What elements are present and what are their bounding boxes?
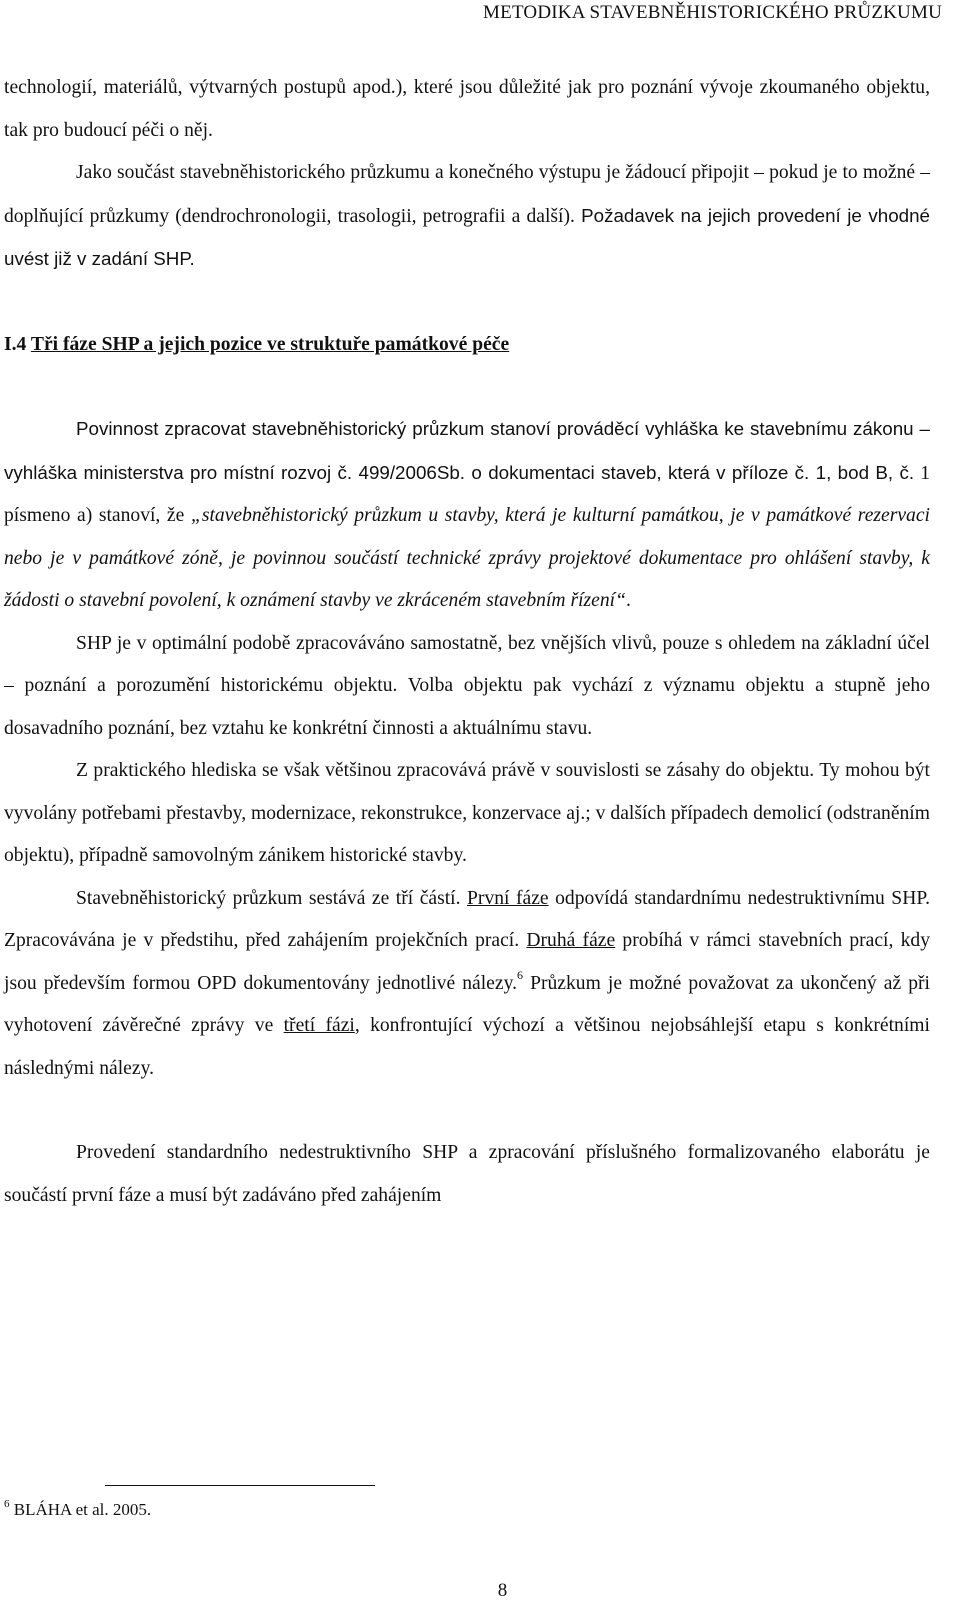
section-number: I.4 (4, 333, 27, 355)
section-heading (4, 324, 930, 367)
paragraph-supplementary-surveys (4, 152, 930, 282)
section-title: Tři fáze SHP a jejich pozice ve struktuře památkové péče (30, 333, 510, 355)
phase-one-label: První fáze (467, 887, 549, 909)
text-span: Jako součást stavebněhistorického průzkumu a konečného výstupu je žádoucí připojit – pokud je to možné – doplňující průzkumy (dendrochronologii, trasologii, petrografii a další). (4, 162, 930, 227)
footnote-number: 6 (4, 1498, 10, 1511)
paragraph-optimal-form: SHP je v optimální podobě zpracováváno samostatně, bez vnějších vlivů, pouze s ohledem na základní účel – poznání a porozumění historickému objektu. Volba objektu pak vychází z významu objektu a stupně jeho dosavadního poznání, bez vztahu ke konkrétní činnosti a aktuálnímu stavu. (4, 632, 930, 739)
footnote-text: BLÁHA et al. 2005. (13, 1500, 152, 1519)
phase-three-label: třetí fázi (283, 1015, 355, 1036)
body-text (4, 67, 930, 1217)
text-span-sans: Povinnost zpracovat stavebněhistorický průzkum stanoví prováděcí vyhláška ke stavebnímu zákonu – vyhláška ministerstva pro místní rozvoj č. 499/2006Sb. o dokumentaci staveb, která v příloze č. 1, bod B, č. (4, 418, 930, 483)
paragraph-practical-view: Z praktického hlediska se však většinou zpracovává právě v souvislosti se zásahy do objektu. Ty mohou být vyvolány potřebami přestavby, modernizace, rekonstrukce, konzervace aj.; v dalších případech demolicí (odstraněním objektu), případně samovolným zánikem historické stavby. (4, 760, 930, 866)
text-span: Průzkum je možné považovat za ukončený až při vyhotovení závěrečné zprávy ve (4, 972, 930, 1036)
footnote-ref: 6 (517, 967, 523, 982)
paragraph-legal-obligation (4, 408, 930, 623)
text-span: , konfrontující výchozí a většinou nejobsáhlejší etapu s konkrétními následnými nálezy. (4, 1015, 930, 1079)
paragraph-standard-survey: Provedení standardního nedestruktivního SHP a zpracování příslušného formalizovaného elaborátu je součástí první fáze a musí být zadáváno před zahájením (4, 1142, 930, 1206)
paragraph-continuation: technologií, materiálů, výtvarných postupů apod.), které jsou důležité jak pro poznání vývoje zkoumaného objektu, tak pro budoucí péči o něj. (4, 77, 930, 141)
text-span-sans: Požadavek na jejich provedení je vhodné uvést již v zadání SHP. (4, 204, 930, 269)
text-span: odpovídá standardnímu nedestruktivnímu SHP. Zpracovávána je v předstihu, před zahájením projekčních prací. (4, 887, 930, 951)
text-span: probíhá v rámci stavebních prací, kdy jsou především formou OPD dokumentovány jednotlivé nálezy. (4, 930, 931, 994)
text-span: . (625, 590, 631, 611)
running-header: METODIKA STAVEBNĚHISTORICKÉHO PRŮZKUMU (483, 2, 942, 23)
paragraph-three-phases (4, 878, 930, 1091)
page-number: 8 (497, 1580, 508, 1601)
quoted-regulation: „stavebněhistorický průzkum u stavby, která je kulturní památkou, je v památkové rezervaci nebo je v památkové zóně, je povinnou součástí technické zprávy projektové dokumentace pro ohlášení stavby, k žádosti o stavební povolení, k oznámení stavby ve zkráceném stavebním řízení“ (4, 505, 930, 611)
footnote (4, 1500, 151, 1520)
text-span: Stavebněhistorický průzkum sestává ze tří částí. (76, 887, 461, 909)
footnote-divider (105, 1485, 375, 1486)
text-span: 1 písmeno a) stanoví, že (4, 462, 930, 526)
phase-two-label: Druhá fáze (526, 930, 616, 951)
